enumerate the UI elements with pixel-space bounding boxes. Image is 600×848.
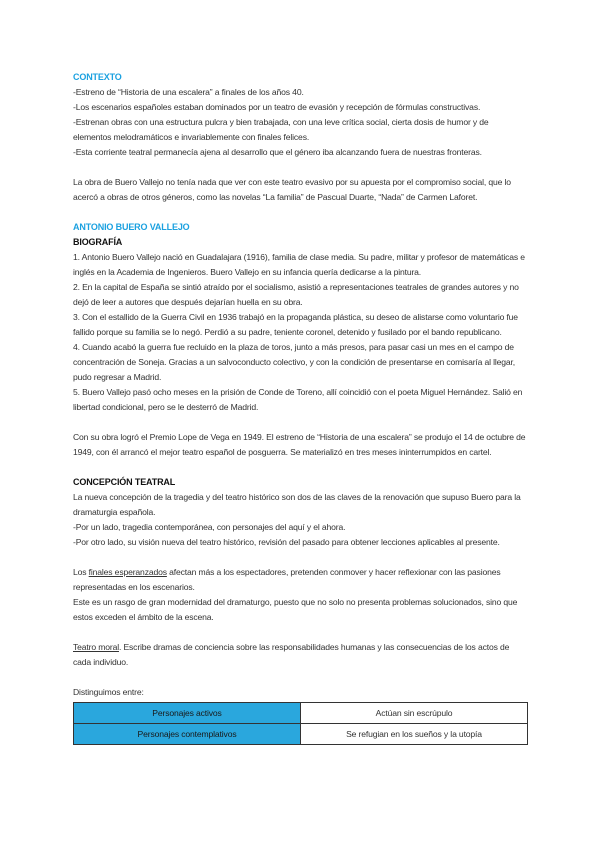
- concepcion-heading: CONCEPCIÓN TEATRAL: [73, 477, 176, 487]
- distinguimos-label: Distinguimos entre:: [73, 687, 144, 697]
- contexto-paragraph: La obra de Buero Vallejo no tenía nada que ver con este teatro evasivo por su apuesta por el compromiso social, que lo acercó a obras de otros géneros, como las novelas “La familia” de Pascual Duarte, “Nada” de Carmen Laforet.: [73, 177, 511, 202]
- biografia-heading: BIOGRAFÍA: [73, 237, 123, 247]
- table-cell-desc: Se refugian en los sueños y la utopía: [301, 724, 528, 745]
- finales-rest: afectan más a los espectadores, pretenden conmover y hacer reflexionar con las pasiones representadas en los escenarios.: [73, 567, 501, 592]
- table-cell-tipo: Personajes activos: [74, 703, 301, 724]
- teatro-moral-term: Teatro moral: [73, 642, 119, 652]
- table-row: [74, 703, 528, 724]
- finales-paragraph: [73, 565, 528, 595]
- concepcion-intro: La nueva concepción de la tragedia y del teatro histórico son dos de las claves de la renovación que supuso Buero para la dramaturgia española.: [73, 492, 521, 517]
- biografia-item: 5. Buero Vallejo pasó ocho meses en la prisión de Conde de Toreno, allí coincidió con el poeta Miguel Hernández. Salió en libertad condicional, pero se le desterró de Madrid.: [73, 387, 523, 412]
- concepcion-line: -Por un lado, tragedia contemporánea, con personajes del aquí y el ahora.: [73, 522, 346, 532]
- teatro-moral-paragraph: [73, 640, 528, 670]
- contexto-line: -Esta corriente teatral permanecía ajena al desarrollo que el género iba alcanzando fuera de nuestras fronteras.: [73, 147, 482, 157]
- contexto-heading: CONTEXTO: [73, 72, 122, 82]
- contexto-line: -Estrenan obras con una estructura pulcra y bien trabajada, con una leve crítica social, cierta dosis de humor y de elementos melodramáticos e invariablemente con finales felices.: [73, 117, 489, 142]
- finales-term: finales esperanzados: [88, 567, 167, 577]
- biografia-item: 3. Con el estallido de la Guerra Civil en 1936 trabajó en la propaganda plástica, su deseo de alistarse como voluntario fue fallido porque su familia se lo negó. Perdió a su padre, teniente coronel, detenido y fusilado por el bando republicano.: [73, 312, 518, 337]
- table-cell-tipo: Personajes contemplativos: [74, 724, 301, 745]
- concepcion-line: -Por otro lado, su visión nueva del teatro histórico, revisión del pasado para obtener lecciones aplicables al presente.: [73, 537, 500, 547]
- table-row: [74, 724, 528, 745]
- biografia-item: 2. En la capital de España se sintió atraído por el socialismo, asistió a representaciones teatrales de grandes autores y no dejó de leer a autores que después dejarían huella en su obra.: [73, 282, 519, 307]
- autor-heading: ANTONIO BUERO VALLEJO: [73, 222, 190, 232]
- biografia-item: 1. Antonio Buero Vallejo nació en Guadalajara (1916), familia de clase media. Su padre, militar y profesor de matemáticas e inglés en la Academia de Ingenieros. Buero Vallejo en su infancia quería dedicarse a la pintura.: [73, 252, 525, 277]
- modernidad-paragraph: Este es un rasgo de gran modernidad del dramaturgo, puesto que no solo no presenta problemas solucionados, sino que estos exceden el ámbito de la escena.: [73, 597, 518, 622]
- document-page: [73, 70, 528, 745]
- personajes-table: [73, 702, 528, 745]
- biografia-item: 4. Cuando acabó la guerra fue recluido en la plaza de toros, junto a más presos, para pasar casi un mes en el campo de concentración de Soneja. Gracias a un salvoconducto colectivo, y con la condición de presentarse en comisaría al llegar, pudo regresar a Madrid.: [73, 342, 516, 382]
- contexto-line: -Los escenarios españoles estaban dominados por un teatro de evasión y recepción de fórmulas constructivas.: [73, 102, 481, 112]
- finales-prefix: Los: [73, 567, 89, 577]
- table-cell-desc: Actúan sin escrúpulo: [301, 703, 528, 724]
- teatro-moral-rest: . Escribe dramas de conciencia sobre las responsabilidades humanas y las consecuencias de los actos de cada individuo.: [73, 642, 510, 667]
- premio-paragraph: Con su obra logró el Premio Lope de Vega en 1949. El estreno de “Historia de una escalera” se produjo el 14 de octubre de 1949, con él arrancó el mejor teatro español de posguerra. Se materializó en tres meses ininterrumpidos en cartel.: [73, 432, 526, 457]
- contexto-line: -Estreno de “Historia de una escalera” a finales de los años 40.: [73, 87, 304, 97]
